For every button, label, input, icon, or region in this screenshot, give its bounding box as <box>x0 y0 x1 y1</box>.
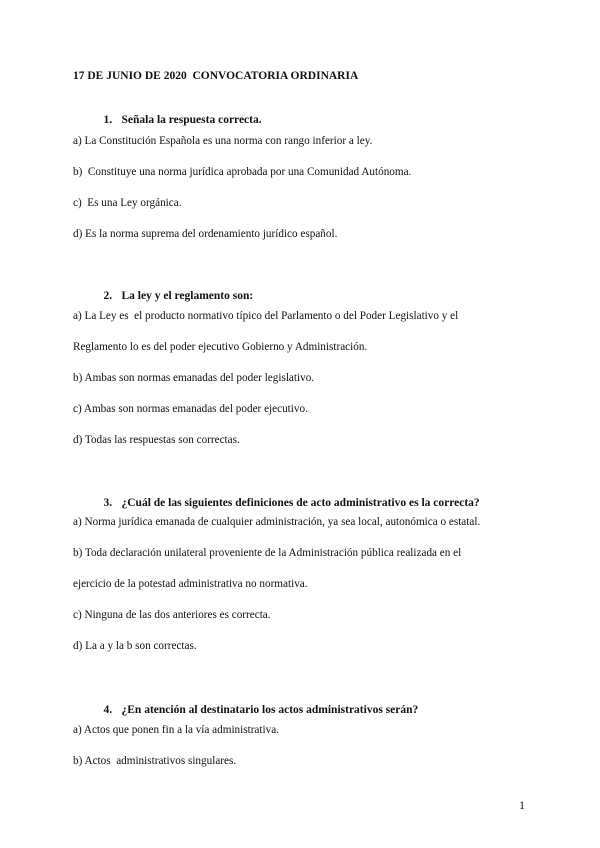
question-3-option-d: d) La a y la b son correctas. <box>73 640 197 652</box>
question-4-heading <box>92 692 418 728</box>
question-3-option-b: b) Toda declaración unilateral proveniente de la Administración pública realizada en el <box>73 547 462 559</box>
question-1-option-c: c) Es una Ley orgánica. <box>73 197 182 209</box>
question-2-heading <box>92 278 253 314</box>
question-2-number: 2. <box>103 290 113 302</box>
question-4-option-b: b) Actos administrativos singulares. <box>73 755 237 767</box>
question-3-option-b-continued: ejercicio de la potestad administrativa no normativa. <box>73 578 308 590</box>
question-2-option-a: a) La Ley es el producto normativo típico del Parlamento o del Poder Legislativo y el <box>73 310 459 322</box>
question-4-option-a: a) Actos que ponen fin a la vía administrativa. <box>73 724 279 736</box>
question-2-option-b: b) Ambas son normas emanadas del poder legislativo. <box>73 372 315 384</box>
question-3-text: ¿Cuál de las siguientes definiciones de acto administrativo es la correcta? <box>121 497 480 509</box>
question-1-heading <box>92 102 262 138</box>
question-1-text: Señala la respuesta correcta. <box>121 114 262 126</box>
question-2-option-a-continued: Reglamento lo es del poder ejecutivo Gobierno y Administración. <box>73 341 368 353</box>
question-1-option-a: a) La Constitución Española es una norma con rango inferior a ley. <box>73 135 373 147</box>
question-3-option-c: c) Ninguna de las dos anteriores es correcta. <box>73 609 271 621</box>
document-title: 17 DE JUNIO DE 2020 CONVOCATORIA ORDINARIA <box>73 70 359 82</box>
question-2-option-c: c) Ambas son normas emanadas del poder ejecutivo. <box>73 403 308 415</box>
question-1-option-d: d) Es la norma suprema del ordenamiento jurídico español. <box>73 228 338 240</box>
question-3-number: 3. <box>103 497 113 509</box>
question-2-text: La ley y el reglamento son: <box>121 290 254 302</box>
question-4-text: ¿En atención al destinatario los actos administrativos serán? <box>121 704 419 716</box>
question-2-option-d: d) Todas las respuestas son correctas. <box>73 434 240 446</box>
question-1-number: 1. <box>103 114 113 126</box>
page-number: 1 <box>519 798 525 812</box>
question-4-number: 4. <box>103 704 113 716</box>
question-1-option-b: b) Constituye una norma jurídica aprobada por una Comunidad Autónoma. <box>73 166 412 178</box>
question-3-option-a: a) Norma jurídica emanada de cualquier administración, ya sea local, autonómica o estatal. <box>73 516 481 528</box>
